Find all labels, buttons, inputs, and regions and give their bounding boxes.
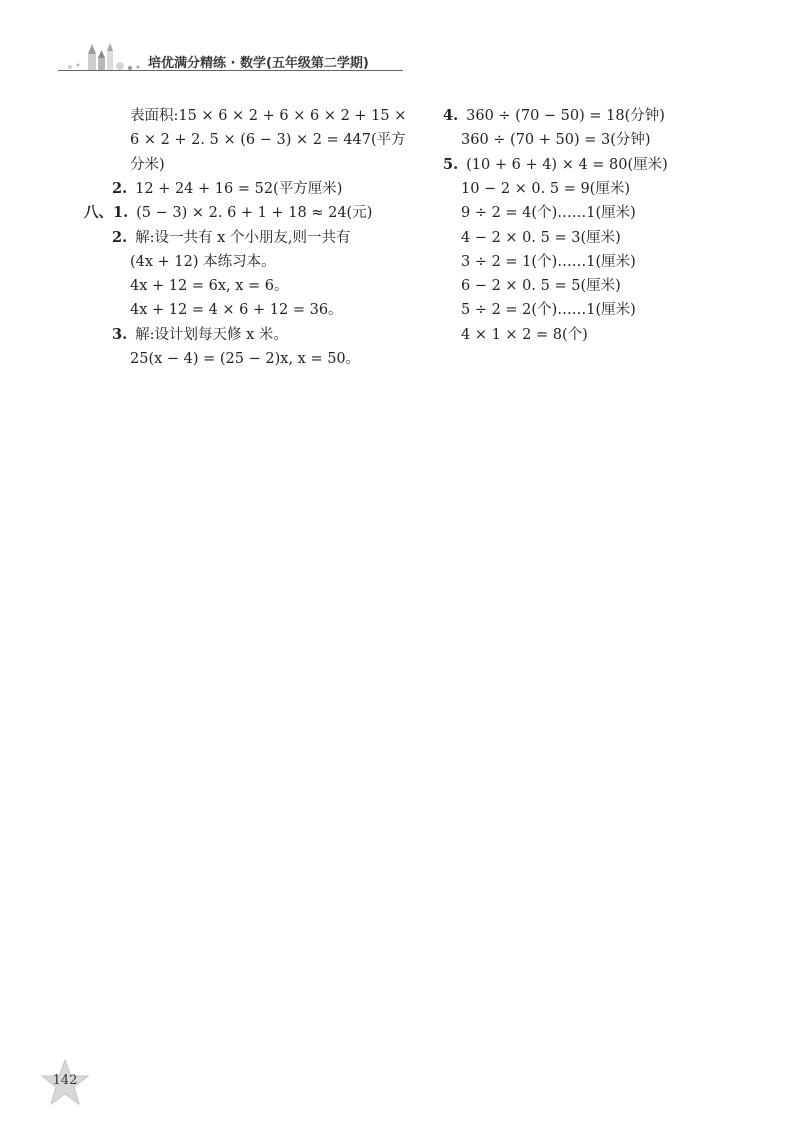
solution-text: 25(x − 4) = (25 − 2)x, x = 50。 (130, 351, 361, 367)
right-column-line (443, 104, 665, 128)
solution-text: (5 − 3) × 2. 6 + 1 + 18 ≈ 24(元) (136, 205, 373, 222)
solution-text: 4x + 12 = 4 × 6 + 12 = 36。 (130, 302, 343, 319)
problem-number: 4. (443, 107, 459, 124)
right-column-line (461, 201, 636, 225)
right-column-line (461, 298, 636, 322)
right-column-line (461, 250, 636, 274)
right-column-line (461, 226, 621, 250)
solution-text: 解:设一共有 x 个小朋友,则一共有 (135, 229, 351, 246)
solution-text: 5 ÷ 2 = 2(个)……1(厘米) (461, 302, 636, 319)
left-column-line (112, 177, 342, 201)
right-column-line (461, 323, 588, 347)
left-column-line (130, 153, 165, 177)
header-title: 培优满分精练 · 数学(五年级第二学期) (148, 56, 369, 71)
solution-text: 360 ÷ (70 − 50) = 18(分钟) (466, 108, 665, 124)
left-column-line (130, 250, 276, 274)
left-column-line (130, 274, 288, 298)
right-column-line (461, 128, 651, 152)
left-column-line (130, 298, 343, 322)
solution-text: 6 × 2 + 2. 5 × (6 − 3) × 2 = 447(平方 (130, 132, 406, 149)
solution-text: 9 ÷ 2 = 4(个)……1(厘米) (461, 205, 636, 222)
left-column-line (112, 323, 288, 347)
left-column-line (130, 128, 406, 152)
left-column-line (130, 104, 406, 128)
problem-number: 2. (112, 179, 128, 197)
page-number: 142 (52, 1073, 78, 1088)
solution-text: 解:设计划每天修 x 米。 (135, 326, 288, 343)
left-column-line (84, 201, 372, 225)
problem-number: 八、1. (84, 204, 129, 222)
solution-text: (4x + 12) 本练习本。 (130, 253, 276, 270)
page-number-badge (40, 1058, 90, 1108)
problem-number: 3. (112, 325, 128, 343)
problem-number: 2. (112, 228, 128, 246)
right-column-line (461, 274, 621, 298)
right-column-line (461, 177, 630, 201)
solution-text: 10 − 2 × 0. 5 = 9(厘米) (461, 180, 630, 197)
solution-text: 表面积:15 × 6 × 2 + 6 × 6 × 2 + 15 × (130, 108, 407, 124)
solution-text: 6 − 2 × 0. 5 = 5(厘米) (461, 278, 621, 295)
problem-number: 5. (443, 155, 459, 173)
solution-text: 4 × 1 × 2 = 8(个) (461, 326, 588, 343)
solution-text: 3 ÷ 2 = 1(个)……1(厘米) (461, 253, 636, 270)
left-column-line (112, 226, 351, 250)
right-column-line (443, 153, 668, 177)
solution-text: 分米) (130, 156, 165, 173)
solution-text: 12 + 24 + 16 = 52(平方厘米) (135, 180, 343, 197)
solution-text: 4x + 12 = 6x, x = 6。 (130, 278, 289, 295)
solution-text: (10 + 6 + 4) × 4 = 80(厘米) (466, 156, 668, 173)
solution-text: 4 − 2 × 0. 5 = 3(厘米) (461, 229, 621, 246)
solution-text: 360 ÷ (70 + 50) = 3(分钟) (461, 132, 651, 149)
left-column-line (130, 347, 360, 371)
